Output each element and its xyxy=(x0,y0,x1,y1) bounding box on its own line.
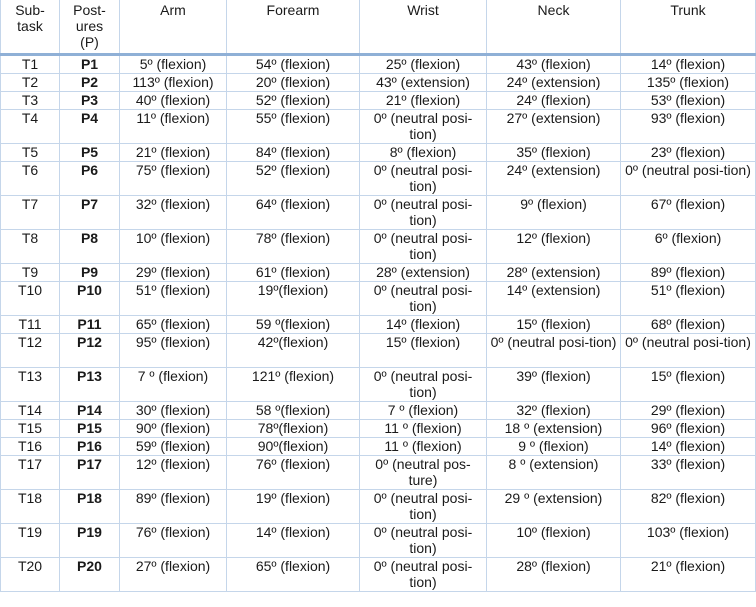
cell-forearm: 78º (flexion) xyxy=(227,230,360,264)
cell-posture: P5 xyxy=(60,144,120,162)
cell-posture: P14 xyxy=(60,402,120,420)
cell-trunk: 82º (flexion) xyxy=(621,490,756,524)
table-row xyxy=(1,402,756,420)
table-row xyxy=(1,92,756,110)
table-row xyxy=(1,144,756,162)
cell-arm: 12º (flexion) xyxy=(120,456,227,490)
cell-forearm: 121º (flexion) xyxy=(227,368,360,402)
cell-posture: P4 xyxy=(60,110,120,144)
cell-subtask: T16 xyxy=(1,438,60,456)
cell-subtask: T10 xyxy=(1,282,60,316)
header-arm: Arm xyxy=(120,0,227,55)
table-row xyxy=(1,110,756,144)
cell-posture: P2 xyxy=(60,74,120,92)
header-subtask: Sub- task xyxy=(1,0,60,55)
cell-trunk: 89º (flexion) xyxy=(621,264,756,282)
cell-subtask: T6 xyxy=(1,162,60,196)
cell-arm: 51º (flexion) xyxy=(120,282,227,316)
cell-wrist: 0º (neutral posi-tion) xyxy=(360,230,487,264)
cell-posture: P7 xyxy=(60,196,120,230)
cell-subtask: T13 xyxy=(1,368,60,402)
cell-forearm: 20º (flexion) xyxy=(227,74,360,92)
cell-neck: 24º (flexion) xyxy=(487,92,621,110)
cell-neck: 24º (extension) xyxy=(487,74,621,92)
cell-wrist: 0º (neutral posi-tion) xyxy=(360,524,487,558)
cell-posture: P9 xyxy=(60,264,120,282)
cell-trunk: 53º (flexion) xyxy=(621,92,756,110)
table-row xyxy=(1,334,756,368)
cell-forearm: 84º (flexion) xyxy=(227,144,360,162)
table-row xyxy=(1,420,756,438)
cell-forearm: 61º (flexion) xyxy=(227,264,360,282)
header-postures: Post- ures (P) xyxy=(60,0,120,55)
cell-neck: 12º (flexion) xyxy=(487,230,621,264)
cell-trunk: 0º (neutral posi-tion) xyxy=(621,162,756,196)
cell-arm: 30º (flexion) xyxy=(120,402,227,420)
cell-subtask: T12 xyxy=(1,334,60,368)
cell-wrist: 0º (neutral posi-tion) xyxy=(360,490,487,524)
cell-posture: P1 xyxy=(60,55,120,74)
cell-posture: P12 xyxy=(60,334,120,368)
cell-neck: 29 º (extension) xyxy=(487,490,621,524)
cell-trunk: 135º (flexion) xyxy=(621,74,756,92)
cell-subtask: T18 xyxy=(1,490,60,524)
table-row xyxy=(1,368,756,402)
cell-arm: 75º (flexion) xyxy=(120,162,227,196)
cell-subtask: T14 xyxy=(1,402,60,420)
cell-neck: 0º (neutral posi-tion) xyxy=(487,334,621,368)
cell-arm: 40º (flexion) xyxy=(120,92,227,110)
cell-wrist: 0º (neutral posi-tion) xyxy=(360,196,487,230)
cell-forearm: 78º(flexion) xyxy=(227,420,360,438)
cell-posture: P15 xyxy=(60,420,120,438)
cell-neck: 24º (extension) xyxy=(487,162,621,196)
cell-neck: 35º (flexion) xyxy=(487,144,621,162)
cell-neck: 32º (flexion) xyxy=(487,402,621,420)
cell-neck: 8 º (extension) xyxy=(487,456,621,490)
cell-wrist: 0º (neutral posi-tion) xyxy=(360,162,487,196)
cell-forearm: 59 º(flexion) xyxy=(227,316,360,334)
cell-forearm: 52º (flexion) xyxy=(227,162,360,196)
cell-neck: 27º (extension) xyxy=(487,110,621,144)
cell-posture: P10 xyxy=(60,282,120,316)
cell-neck: 9 º (flexion) xyxy=(487,438,621,456)
cell-trunk: 33º (flexion) xyxy=(621,456,756,490)
cell-posture: P18 xyxy=(60,490,120,524)
cell-wrist: 25º (flexion) xyxy=(360,55,487,74)
table-row xyxy=(1,438,756,456)
cell-subtask: T4 xyxy=(1,110,60,144)
cell-forearm: 76º (flexion) xyxy=(227,456,360,490)
cell-neck: 28º (extension) xyxy=(487,264,621,282)
table-row xyxy=(1,316,756,334)
cell-trunk: 96º (flexion) xyxy=(621,420,756,438)
cell-trunk: 21º (flexion) xyxy=(621,558,756,592)
cell-subtask: T3 xyxy=(1,92,60,110)
cell-arm: 5º (flexion) xyxy=(120,55,227,74)
cell-subtask: T9 xyxy=(1,264,60,282)
cell-neck: 18 º (extension) xyxy=(487,420,621,438)
cell-trunk: 93º (flexion) xyxy=(621,110,756,144)
cell-trunk: 0º (neutral posi-tion) xyxy=(621,334,756,368)
cell-wrist: 28º (extension) xyxy=(360,264,487,282)
cell-posture: P6 xyxy=(60,162,120,196)
cell-forearm: 58 º(flexion) xyxy=(227,402,360,420)
cell-subtask: T2 xyxy=(1,74,60,92)
cell-arm: 32º (flexion) xyxy=(120,196,227,230)
cell-posture: P8 xyxy=(60,230,120,264)
cell-neck: 43º (flexion) xyxy=(487,55,621,74)
table-row xyxy=(1,196,756,230)
header-wrist: Wrist xyxy=(360,0,487,55)
cell-trunk: 103º (flexion) xyxy=(621,524,756,558)
cell-wrist: 0º (neutral posi-tion) xyxy=(360,368,487,402)
cell-subtask: T20 xyxy=(1,558,60,592)
cell-forearm: 64º (flexion) xyxy=(227,196,360,230)
cell-wrist: 0º (neutral posi-tion) xyxy=(360,282,487,316)
cell-wrist: 0º (neutral posi-tion) xyxy=(360,110,487,144)
cell-subtask: T19 xyxy=(1,524,60,558)
cell-arm: 65º (flexion) xyxy=(120,316,227,334)
cell-arm: 21º (flexion) xyxy=(120,144,227,162)
cell-neck: 14º (extension) xyxy=(487,282,621,316)
cell-arm: 113º (flexion) xyxy=(120,74,227,92)
table-row xyxy=(1,490,756,524)
table-body xyxy=(1,55,756,592)
cell-arm: 76º (flexion) xyxy=(120,524,227,558)
cell-subtask: T1 xyxy=(1,55,60,74)
cell-subtask: T5 xyxy=(1,144,60,162)
table-row xyxy=(1,74,756,92)
table-row xyxy=(1,524,756,558)
cell-trunk: 14º (flexion) xyxy=(621,438,756,456)
cell-posture: P13 xyxy=(60,368,120,402)
table-row xyxy=(1,282,756,316)
cell-neck: 10º (flexion) xyxy=(487,524,621,558)
table-row xyxy=(1,55,756,74)
cell-trunk: 15º (flexion) xyxy=(621,368,756,402)
cell-forearm: 55º (flexion) xyxy=(227,110,360,144)
cell-neck: 15º (flexion) xyxy=(487,316,621,334)
cell-trunk: 29º (flexion) xyxy=(621,402,756,420)
cell-wrist: 0º (neutral posi-tion) xyxy=(360,558,487,592)
cell-subtask: T15 xyxy=(1,420,60,438)
header-trunk: Trunk xyxy=(621,0,756,55)
cell-trunk: 67º (flexion) xyxy=(621,196,756,230)
cell-posture: P19 xyxy=(60,524,120,558)
cell-arm: 7 º (flexion) xyxy=(120,368,227,402)
table-row xyxy=(1,456,756,490)
cell-forearm: 19º (flexion) xyxy=(227,490,360,524)
cell-neck: 9º (flexion) xyxy=(487,196,621,230)
cell-trunk: 6º (flexion) xyxy=(621,230,756,264)
cell-forearm: 19º(flexion) xyxy=(227,282,360,316)
cell-neck: 28º (flexion) xyxy=(487,558,621,592)
header-forearm: Forearm xyxy=(227,0,360,55)
cell-forearm: 54º (flexion) xyxy=(227,55,360,74)
table-row xyxy=(1,558,756,592)
cell-wrist: 11 º (flexion) xyxy=(360,420,487,438)
cell-forearm: 42º(flexion) xyxy=(227,334,360,368)
cell-forearm: 14º (flexion) xyxy=(227,524,360,558)
cell-trunk: 68º (flexion) xyxy=(621,316,756,334)
cell-wrist: 11 º (flexion) xyxy=(360,438,487,456)
cell-subtask: T7 xyxy=(1,196,60,230)
cell-arm: 95º (flexion) xyxy=(120,334,227,368)
cell-forearm: 65º (flexion) xyxy=(227,558,360,592)
cell-wrist: 0º (neutral pos-ture) xyxy=(360,456,487,490)
header-neck: Neck xyxy=(487,0,621,55)
cell-arm: 89º (flexion) xyxy=(120,490,227,524)
cell-wrist: 21º (flexion) xyxy=(360,92,487,110)
cell-trunk: 23º (flexion) xyxy=(621,144,756,162)
cell-posture: P20 xyxy=(60,558,120,592)
cell-trunk: 51º (flexion) xyxy=(621,282,756,316)
cell-wrist: 8º (flexion) xyxy=(360,144,487,162)
cell-arm: 90º (flexion) xyxy=(120,420,227,438)
cell-subtask: T17 xyxy=(1,456,60,490)
cell-forearm: 52º (flexion) xyxy=(227,92,360,110)
cell-wrist: 15º (flexion) xyxy=(360,334,487,368)
cell-posture: P11 xyxy=(60,316,120,334)
cell-subtask: T11 xyxy=(1,316,60,334)
cell-wrist: 14º (flexion) xyxy=(360,316,487,334)
cell-arm: 29º (flexion) xyxy=(120,264,227,282)
cell-arm: 11º (flexion) xyxy=(120,110,227,144)
table-row xyxy=(1,162,756,196)
table-row xyxy=(1,264,756,282)
cell-arm: 27º (flexion) xyxy=(120,558,227,592)
cell-wrist: 43º (extension) xyxy=(360,74,487,92)
header-row xyxy=(1,0,756,55)
cell-trunk: 14º (flexion) xyxy=(621,55,756,74)
table-row xyxy=(1,230,756,264)
cell-subtask: T8 xyxy=(1,230,60,264)
cell-posture: P17 xyxy=(60,456,120,490)
cell-forearm: 90º(flexion) xyxy=(227,438,360,456)
cell-arm: 10º (flexion) xyxy=(120,230,227,264)
cell-arm: 59º (flexion) xyxy=(120,438,227,456)
cell-neck: 39º (flexion) xyxy=(487,368,621,402)
cell-wrist: 7 º (flexion) xyxy=(360,402,487,420)
cell-posture: P16 xyxy=(60,438,120,456)
cell-posture: P3 xyxy=(60,92,120,110)
